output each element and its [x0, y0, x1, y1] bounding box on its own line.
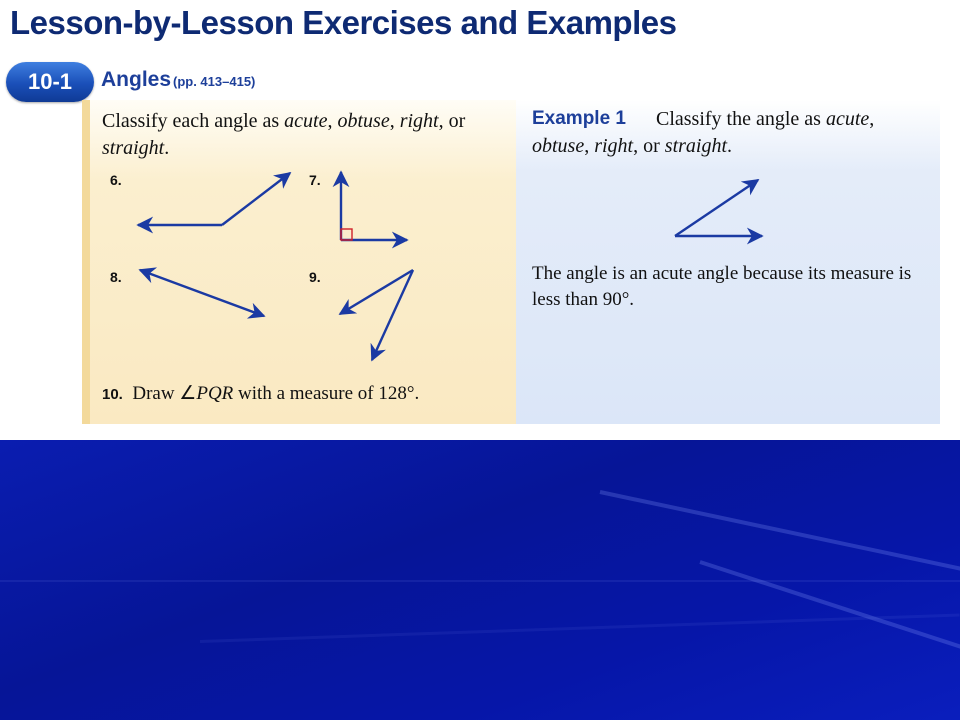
- example-prompt-line1: Classify the angle as acute,: [656, 108, 875, 130]
- exercise-number-7: 7.: [309, 172, 321, 188]
- angle-8-straight: [140, 270, 264, 316]
- exercise-number-10: 10.: [102, 386, 123, 403]
- section-pages: (pp. 413–415): [173, 74, 256, 89]
- exercise-number-6: 6.: [110, 172, 122, 188]
- example-answer: The angle is an acute angle because its measure is less than 90°.: [532, 263, 912, 310]
- example-acute-angle: [675, 180, 762, 236]
- example-label: Example 1: [532, 108, 626, 129]
- section-title: Angles: [101, 68, 172, 91]
- angle-7-right: [341, 172, 407, 240]
- lesson-number: 10-1: [27, 69, 73, 94]
- angle-6-obtuse: [138, 173, 290, 225]
- background-streak: [200, 613, 960, 643]
- exercise-10: 10. Draw ∠PQR with a measure of 128°.: [102, 383, 420, 404]
- background-streak: [600, 490, 960, 581]
- background-streak: [699, 560, 960, 663]
- right-angle-marker: [341, 229, 352, 240]
- exercise-instructions: Classify each angle as acute, obtuse, right, or straight.: [102, 110, 466, 159]
- background-band: [0, 440, 960, 720]
- exercise-number-8: 8.: [110, 269, 122, 285]
- angle-9-acute: [340, 270, 413, 360]
- example-prompt-line2: obtuse, right, or straight.: [532, 135, 733, 157]
- page-title: Lesson-by-Lesson Exercises and Examples: [10, 4, 677, 41]
- background-streak: [0, 580, 960, 582]
- exercise-number-9: 9.: [309, 269, 321, 285]
